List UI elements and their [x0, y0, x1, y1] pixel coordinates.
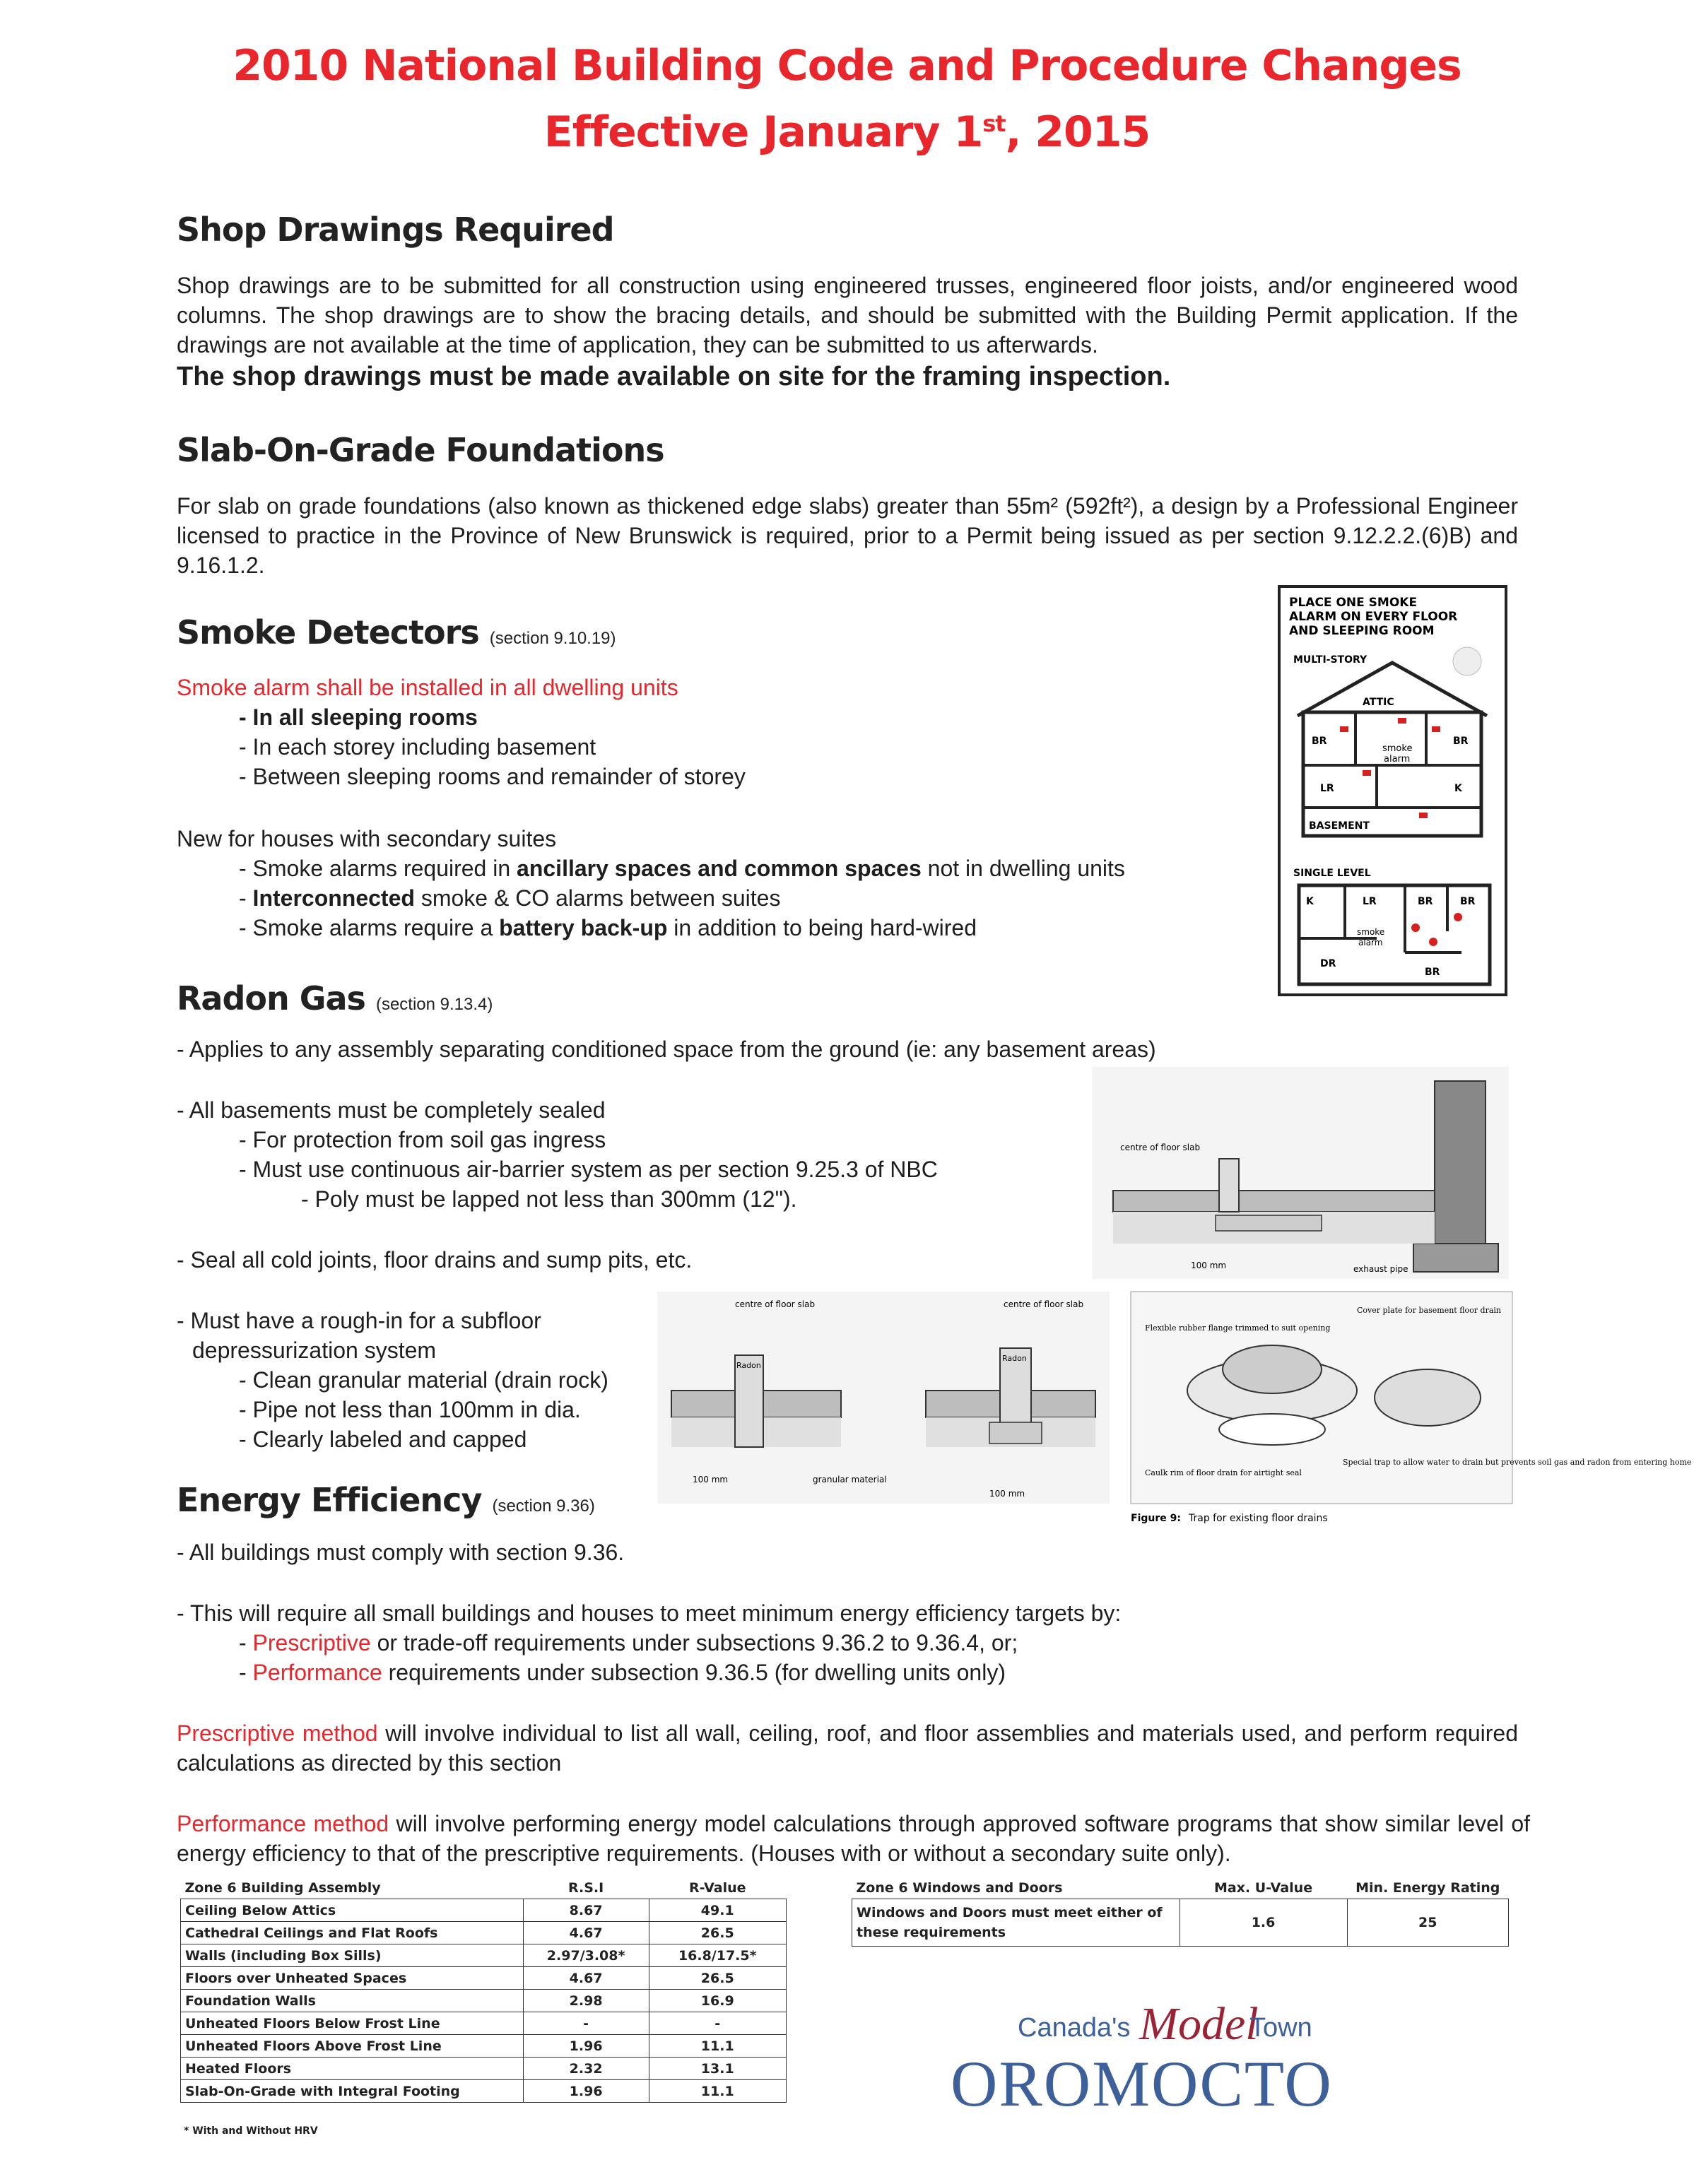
table-header-cell: R.S.I — [523, 1877, 649, 1899]
table-row: Foundation Walls 2.98 16.9 — [181, 1990, 787, 2012]
radon-line-1: - Applies to any assembly separating conditioned space from the ground (ie: any basement areas) — [177, 1037, 1156, 1062]
svg-text:alarm: alarm — [1384, 754, 1411, 765]
page-subtitle — [0, 107, 1694, 157]
oromocto-logo — [912, 1993, 1378, 2134]
smoke-new-2: - Interconnected smoke & CO alarms between suites — [239, 885, 781, 911]
smoke-intro: Smoke alarm shall be installed in all dwelling units — [177, 675, 678, 700]
subtitle-post: , 2015 — [1005, 107, 1151, 157]
fig9-trap: Special trap to allow water to drain but prevents soil gas and radon from entering home — [1343, 1458, 1692, 1467]
fig9-flange: Flexible rubber flange trimmed to suit opening — [1145, 1323, 1331, 1333]
diagram-multi: MULTI-STORY — [1293, 654, 1367, 666]
smoke-new-3: - Smoke alarms require a battery back-up in addition to being hard-wired — [239, 915, 977, 940]
wall-fig-centre: centre of floor slab — [1120, 1143, 1201, 1152]
table-header-cell: Zone 6 Windows and Doors — [852, 1877, 1180, 1899]
slab-body: For slab on grade foundations (also known as thickened edge slabs) greater than 55m² (592ft²), a design by a Professional Engineer licensed to practice in the Province of New Brunswick is required, prior to a Permit being issued as per section 9.12.2.2.(6)B) and 9.16.1.2. — [177, 493, 1518, 578]
slab-fig-granular: granular material — [813, 1475, 887, 1484]
diagram-caption-1: PLACE ONE SMOKE — [1289, 596, 1418, 610]
radon-line-10: - Pipe not less than 100mm in dia. — [239, 1397, 581, 1422]
fig9-caption: Trap for existing floor drains — [1189, 1513, 1328, 1524]
diagram-caption-3: AND SLEEPING ROOM — [1289, 624, 1435, 638]
logo-canadas: Canada's — [1018, 2013, 1131, 2043]
slab-heading: Slab-On-Grade Foundations — [177, 431, 664, 469]
radon-line-8: depressurization system — [192, 1338, 437, 1363]
table-row: Cathedral Ceilings and Flat Roofs 4.67 26.5 — [181, 1922, 787, 1944]
smoke-item-2: - In each storey including basement — [239, 734, 596, 760]
radon-section: (section 9.13.4) — [375, 995, 493, 1014]
page-title: 2010 National Building Code and Procedure Changes — [233, 41, 1461, 90]
smoke-heading-text: Smoke Detectors — [177, 613, 479, 651]
table-row: Windows and Doors must meet either of these requirements 1.6 25 — [852, 1899, 1509, 1947]
shop-emphasis: The shop drawings must be made available on site for the framing inspection. — [177, 362, 1171, 391]
svg-text:DR: DR — [1320, 958, 1336, 969]
smoke-alarm-diagram — [1278, 585, 1507, 996]
fig9-label: Figure 9: — [1131, 1513, 1181, 1524]
building-assembly-table — [180, 1877, 787, 2103]
smoke-new-intro: New for houses with secondary suites — [177, 826, 557, 851]
energy-line-4: - Performance requirements under subsection 9.36.5 (for dwelling units only) — [239, 1660, 1006, 1685]
diagram-caption-2: ALARM ON EVERY FLOOR — [1289, 610, 1458, 624]
table-row: Slab-On-Grade with Integral Footing 1.96 11.1 — [181, 2080, 787, 2103]
performance-paragraph: Performance method will involve performing energy model calculations through approved software programs that show similar level of energy efficiency to that of the prescriptive requirements. (Houses with or without a secondary suite only). — [177, 1811, 1531, 1866]
radon-line-7: - Must have a rough-in for a subfloor — [177, 1308, 541, 1333]
subtitle-sup: st — [982, 110, 1006, 137]
svg-text:K: K — [1454, 783, 1462, 794]
radon-line-3: - For protection from soil gas ingress — [239, 1127, 606, 1152]
table-row: Walls (including Box Sills) 2.97/3.08* 16.8/17.5* — [181, 1944, 787, 1967]
logo-name: OROMOCTO — [951, 2048, 1333, 2120]
svg-text:BR: BR — [1453, 736, 1469, 747]
shop-body: Shop drawings are to be submitted for all construction using engineered trusses, engineered floor joists, and/or engineered wood columns. The shop drawings are to show the bracing details, and should be submitted with the Building Permit application. If the drawings are not available at the time of application, they can be submitted to us afterwards. — [177, 273, 1518, 358]
svg-text:BR: BR — [1425, 967, 1440, 978]
table-footnote: * With and Without HRV — [184, 2125, 318, 2137]
radon-wall-figure — [1092, 1067, 1509, 1279]
table-header-cell: R-Value — [649, 1877, 787, 1899]
radon-line-4: - Must use continuous air-barrier system as per section 9.25.3 of NBC — [239, 1157, 938, 1182]
shop-heading: Shop Drawings Required — [177, 211, 614, 249]
logo-town: Town — [1249, 2013, 1312, 2043]
slab-fig-centre-1: centre of floor slab — [735, 1299, 816, 1309]
radon-line-6: - Seal all cold joints, floor drains and sump pits, etc. — [177, 1247, 693, 1273]
table-header-cell: Zone 6 Building Assembly — [181, 1877, 524, 1899]
svg-text:smoke: smoke — [1357, 927, 1385, 937]
svg-text:BASEMENT: BASEMENT — [1309, 820, 1370, 832]
energy-line-1: - All buildings must comply with section 9.36. — [177, 1540, 625, 1565]
fig9-caulk: Caulk rim of floor drain for airtight seal — [1145, 1468, 1302, 1477]
svg-text:LR: LR — [1320, 783, 1334, 794]
table-row: Heated Floors 2.32 13.1 — [181, 2058, 787, 2080]
floor-drain-figure — [1131, 1292, 1692, 1532]
energy-line-3: - Prescriptive or trade-off requirements under subsections 9.36.2 to 9.36.4, or; — [239, 1630, 1018, 1655]
slab-fig-100-1: 100 mm — [693, 1475, 729, 1484]
smoke-item-3: - Between sleeping rooms and remainder of storey — [239, 764, 746, 789]
wall-fig-exhaust: exhaust pipe — [1353, 1264, 1408, 1274]
table-header — [181, 1877, 787, 1899]
radon-slab-figure — [657, 1292, 1110, 1504]
svg-text:K: K — [1306, 896, 1314, 907]
radon-heading — [177, 979, 493, 1017]
svg-text:smoke: smoke — [1382, 743, 1413, 754]
table-header-cell: Max. U-Value — [1180, 1877, 1347, 1899]
smoke-heading — [177, 613, 616, 651]
radon-line-9: - Clean granular material (drain rock) — [239, 1367, 608, 1393]
energy-line-2: - This will require all small buildings and houses to meet minimum energy efficiency targets by: — [177, 1600, 1122, 1626]
smoke-alarm-icon — [1453, 647, 1481, 675]
smoke-item-1: - In all sleeping rooms — [239, 704, 478, 730]
slab-fig-radon-1: Radon — [736, 1361, 761, 1370]
table-header-cell: Min. Energy Rating — [1347, 1877, 1508, 1899]
slab-fig-100-2: 100 mm — [989, 1489, 1025, 1499]
smoke-section: (section 9.10.19) — [489, 629, 616, 648]
svg-text:BR: BR — [1460, 896, 1476, 907]
slab-fig-radon-2: Radon — [1002, 1354, 1027, 1363]
radon-line-11: - Clearly labeled and capped — [239, 1427, 527, 1452]
svg-text:LR: LR — [1363, 896, 1377, 907]
table-row: Floors over Unheated Spaces 4.67 26.5 — [181, 1967, 787, 1990]
table-row: Unheated Floors Above Frost Line 1.96 11.1 — [181, 2035, 787, 2058]
table-row: Unheated Floors Below Frost Line - - — [181, 2012, 787, 2035]
logo-model: Model — [1139, 1998, 1259, 2050]
svg-text:BR: BR — [1418, 896, 1433, 907]
energy-heading — [177, 1481, 595, 1519]
table-row: Ceiling Below Attics 8.67 49.1 — [181, 1899, 787, 1922]
prescriptive-paragraph: Prescriptive method will involve individual to list all wall, ceiling, roof, and floor assemblies and materials used, and perform required calculations as directed by this section — [177, 1720, 1519, 1776]
radon-line-5: - Poly must be lapped not less than 300mm (12"). — [301, 1186, 797, 1212]
energy-heading-text: Energy Efficiency — [177, 1481, 482, 1519]
svg-text:BR: BR — [1312, 736, 1327, 747]
radon-heading-text: Radon Gas — [177, 979, 365, 1017]
radon-line-2: - All basements must be completely sealed — [177, 1097, 606, 1123]
diagram-single: SINGLE LEVEL — [1293, 868, 1371, 879]
slab-fig-centre-2: centre of floor slab — [1004, 1299, 1084, 1309]
energy-section: (section 9.36) — [492, 1497, 595, 1516]
smoke-new-1: - Smoke alarms required in ancillary spaces and common spaces not in dwelling units — [239, 856, 1125, 881]
fig9-cover: Cover plate for basement floor drain — [1357, 1306, 1502, 1315]
svg-text:alarm: alarm — [1358, 938, 1383, 948]
subtitle-pre: Effective January 1 — [543, 107, 983, 157]
table-header — [852, 1877, 1509, 1899]
wall-fig-100: 100 mm — [1191, 1261, 1227, 1270]
windows-doors-table — [852, 1877, 1509, 1947]
diagram-attic: ATTIC — [1363, 697, 1394, 708]
